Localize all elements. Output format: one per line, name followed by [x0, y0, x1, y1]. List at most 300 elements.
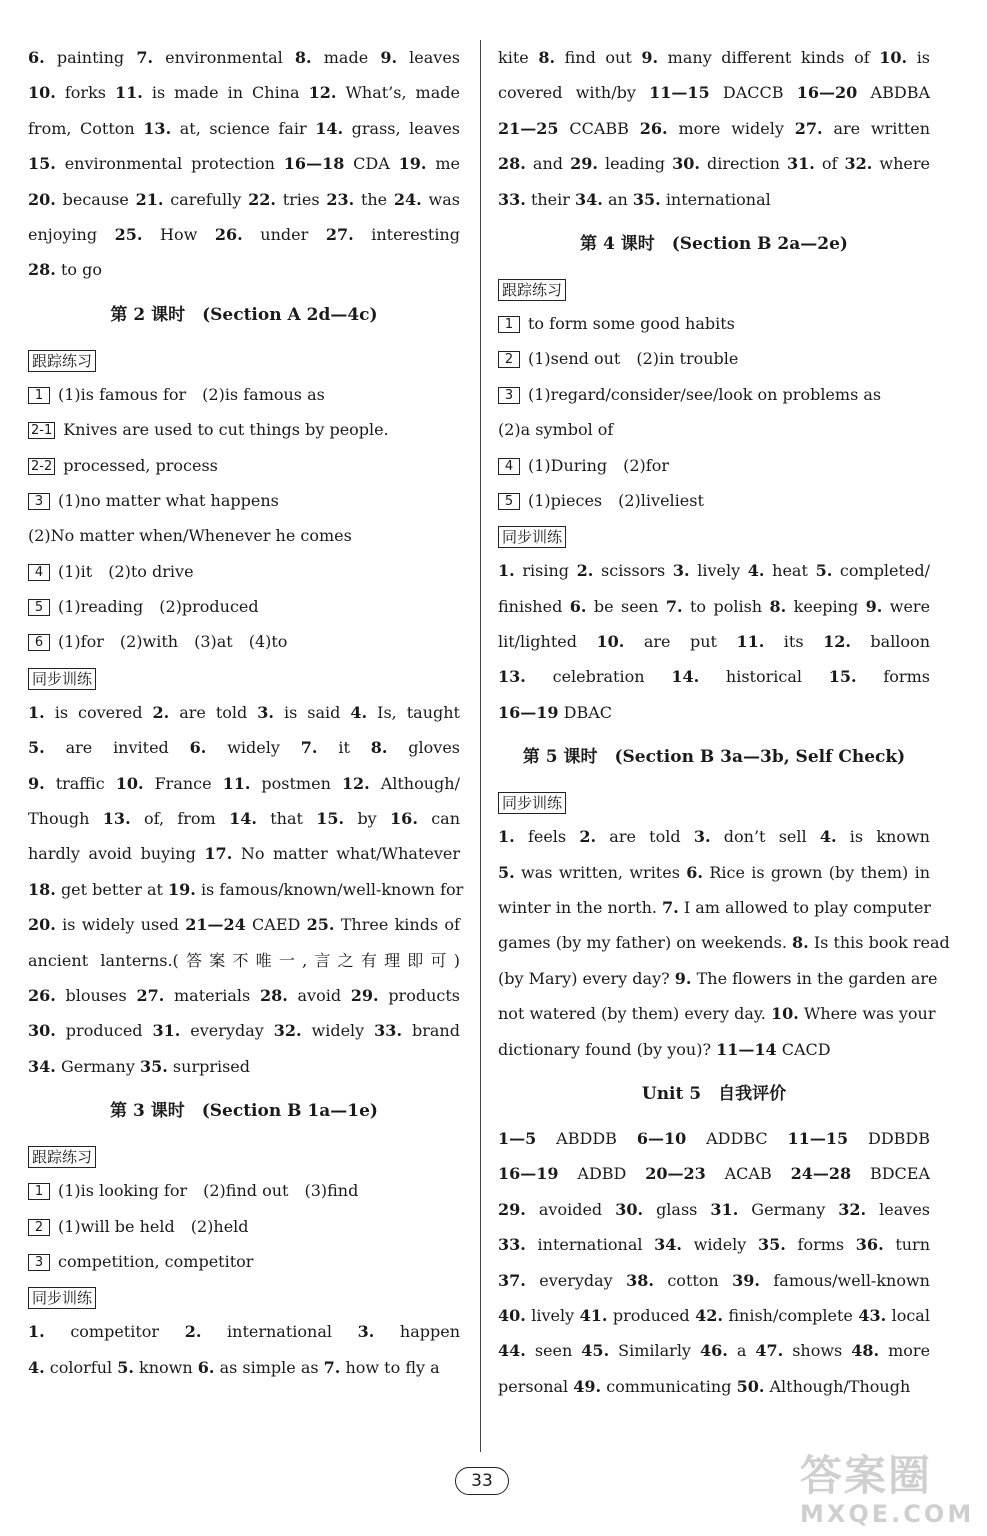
answer-text: Where was your — [803, 1004, 936, 1024]
answer-text: ancient lanterns.(答案不唯一,言之有理即可) — [28, 950, 460, 970]
item-text: (1)regard/consider/see/look on problems as — [528, 384, 882, 404]
question-number: 31. — [152, 1021, 181, 1041]
question-number: 35. — [139, 1056, 168, 1076]
tracking-item — [498, 483, 930, 518]
answer-text: balloon — [870, 632, 930, 652]
answer-text: direction — [706, 154, 780, 174]
question-number: 16. — [390, 809, 418, 829]
lesson-5-heading: 第 5 课时 (Section B 3a—3b, Self Check) — [522, 747, 906, 768]
question-number: 45. — [581, 1341, 610, 1361]
question-number: 6. — [28, 48, 45, 67]
answer-text: widely — [227, 738, 280, 758]
item-number-box: 1 — [498, 316, 520, 333]
question-number: 22. — [248, 189, 276, 209]
question-number: 32. — [273, 1021, 302, 1041]
question-number: 16—19 — [498, 1164, 559, 1184]
answer-text: widely — [311, 1021, 365, 1041]
answer-text: to go — [60, 260, 102, 280]
answer-text: it — [338, 738, 350, 758]
answer-line — [498, 75, 930, 110]
answer-text: everyday — [190, 1021, 264, 1041]
answer-text: forms — [883, 667, 930, 687]
lesson-4-tracking-list — [498, 306, 930, 518]
question-number: 7. — [662, 898, 679, 918]
answer-line — [28, 252, 460, 287]
answer-text: carefully — [170, 189, 242, 209]
answer-text: to polish — [690, 596, 763, 616]
lesson-2-tracking-list — [28, 377, 460, 660]
question-number: 33. — [374, 1021, 403, 1041]
question-number: 16—20 — [796, 83, 858, 103]
question-number: 11—15 — [649, 83, 710, 103]
answer-text: produced — [612, 1305, 690, 1325]
question-number: 21. — [135, 189, 164, 209]
question-number: 31. — [786, 154, 815, 174]
answer-text: widely — [693, 1235, 747, 1255]
answer-text: DACCB — [722, 83, 784, 103]
answer-text: many different kinds of — [667, 48, 870, 67]
question-number: 26. — [28, 985, 56, 1005]
answer-text: international — [537, 1235, 643, 1255]
answer-text: grass, leaves — [351, 118, 460, 138]
answer-line — [498, 1156, 930, 1191]
answer-text: famous/well-known — [773, 1270, 930, 1290]
question-number: 28. — [498, 154, 526, 174]
answer-text: brand — [411, 1021, 460, 1041]
answer-text: historical — [725, 667, 802, 687]
left-column — [28, 40, 464, 1385]
question-number: 6. — [197, 1357, 215, 1377]
answer-text: rising — [522, 561, 569, 581]
item-text: (1)send out (2)in trouble — [528, 349, 739, 369]
lesson-3-tracking-label: 跟踪练习 — [28, 1146, 96, 1168]
question-number: 31. — [710, 1199, 739, 1219]
answer-text: shows — [792, 1341, 843, 1361]
answer-text: is said — [283, 702, 341, 722]
question-number: 16—18 — [283, 154, 345, 174]
item-number-box: 5 — [498, 493, 520, 510]
answer-text: turn — [895, 1235, 930, 1255]
lesson-3-sync-label: 同步训练 — [28, 1287, 96, 1309]
answer-text: more widely — [678, 118, 784, 138]
answer-line — [28, 1013, 460, 1048]
answer-text: local — [891, 1305, 930, 1325]
question-number: 6. — [189, 738, 207, 758]
answer-text: environmental — [165, 48, 283, 67]
question-number: 38. — [626, 1270, 654, 1290]
answer-text: CAED — [252, 915, 301, 935]
answer-text: What’s, made — [345, 83, 460, 103]
item-number-box: 2 — [28, 1219, 50, 1236]
answer-line — [498, 819, 930, 854]
answer-line — [498, 1333, 930, 1368]
question-number: 9. — [28, 773, 45, 793]
lesson-5-sync-answers — [498, 819, 950, 1067]
answer-text: I am allowed to play computer — [683, 898, 931, 918]
question-number: 1—5 — [498, 1128, 537, 1148]
lesson-3-tracking-list — [28, 1173, 460, 1279]
question-number: 43. — [858, 1305, 887, 1325]
answer-text: covered with/by — [498, 83, 636, 103]
question-number: 11. — [222, 773, 251, 793]
question-number: 40. — [498, 1305, 526, 1325]
right-column — [498, 40, 950, 1404]
answer-line — [498, 1298, 930, 1333]
question-number: 34. — [575, 189, 603, 209]
question-number: 29. — [570, 154, 598, 174]
question-number: 11. — [114, 83, 143, 103]
answer-text: No matter what/Whatever — [240, 844, 460, 864]
question-number: 14. — [229, 809, 257, 829]
answer-line — [498, 695, 930, 730]
tracking-item — [28, 589, 460, 624]
answer-text: Three kinds of — [340, 915, 460, 935]
answer-line — [28, 146, 460, 181]
answer-text: gloves — [408, 738, 461, 758]
answer-text: Rice is grown (by them) in — [709, 862, 930, 882]
lesson-3-heading: 第 3 课时 (Section B 1a—1e) — [110, 1101, 378, 1122]
answer-line — [498, 1121, 930, 1156]
answer-text: keeping — [793, 596, 859, 616]
answer-line — [28, 111, 460, 146]
question-number: 15. — [316, 809, 345, 829]
question-number: 35. — [758, 1235, 786, 1255]
answer-line — [498, 111, 930, 146]
question-number: 30. — [28, 1021, 56, 1041]
question-number: 4. — [350, 702, 368, 722]
answer-text: were — [889, 596, 931, 616]
question-number: 10. — [879, 48, 908, 67]
item-text: (1)for (2)with (3)at (4)to — [58, 632, 288, 652]
left-intro-answers — [28, 40, 460, 288]
question-number: 2. — [579, 827, 597, 847]
answer-text: winter in the north. — [498, 898, 657, 918]
answer-line — [498, 624, 930, 659]
answer-text: can — [431, 809, 461, 829]
question-number: 2. — [184, 1322, 202, 1342]
item-text: processed, process — [63, 455, 218, 475]
question-number: 37. — [498, 1270, 526, 1290]
question-number: 20. — [28, 915, 56, 935]
answer-text: from, Cotton — [28, 118, 135, 138]
question-number: 10. — [770, 1004, 799, 1024]
answer-text: ADBD — [577, 1164, 627, 1184]
answer-text: ABDBA — [870, 83, 930, 103]
answer-text: DDBDB — [867, 1128, 930, 1148]
question-number: 7. — [300, 738, 318, 758]
question-number: 5. — [498, 862, 515, 882]
answer-text: heat — [772, 561, 808, 581]
question-number: 15. — [828, 667, 857, 687]
answer-text: scissors — [601, 561, 666, 581]
answer-text: how to fly a — [345, 1357, 440, 1377]
question-number: 33. — [498, 189, 526, 209]
question-number: 24. — [393, 189, 422, 209]
answer-text: games (by my father) on weekends. — [498, 933, 787, 953]
question-number: 26. — [214, 224, 243, 244]
question-number: 46. — [699, 1341, 728, 1361]
answer-text: Although/Though — [769, 1376, 911, 1396]
question-number: 7. — [323, 1357, 341, 1377]
answer-text: lively — [531, 1305, 575, 1325]
answer-line — [28, 836, 460, 871]
answer-text: find out — [564, 48, 632, 67]
tracking-item — [28, 377, 460, 412]
answer-line — [498, 1369, 930, 1404]
answer-text: a — [736, 1341, 747, 1361]
answer-text: DBAC — [563, 702, 613, 722]
answer-text: and — [532, 154, 563, 174]
question-number: 14. — [315, 118, 344, 138]
question-number: 30. — [615, 1199, 644, 1219]
tracking-item — [28, 554, 460, 589]
item-number-box: 3 — [28, 1254, 50, 1271]
tracking-item — [498, 341, 930, 376]
answer-text: the — [360, 189, 388, 209]
question-number: 18. — [28, 879, 56, 899]
answer-line — [498, 589, 930, 624]
tracking-item — [28, 1209, 460, 1244]
answer-text: because — [62, 189, 129, 209]
item-number-box: 4 — [498, 458, 520, 475]
lesson-2-sync-answers — [28, 695, 464, 1084]
answer-text: avoid — [297, 985, 342, 1005]
question-number: 28. — [259, 985, 288, 1005]
answer-text: are written — [833, 118, 931, 138]
question-number: 5. — [117, 1357, 134, 1377]
answer-text: don’t sell — [723, 827, 807, 847]
lesson-4-heading: 第 4 课时 (Section B 2a—2e) — [580, 233, 848, 254]
question-number: 25. — [306, 915, 335, 935]
answer-text: kite — [498, 48, 529, 67]
question-number: 50. — [736, 1376, 765, 1396]
lesson-2-tracking-label: 跟踪练习 — [28, 350, 96, 372]
tracking-item — [498, 412, 930, 447]
answer-text: international — [665, 189, 771, 209]
answer-text: be seen — [593, 596, 659, 616]
item-text: (1)pieces (2)liveliest — [528, 490, 704, 510]
question-number: 14. — [671, 667, 700, 687]
question-number: 10. — [115, 773, 144, 793]
answer-text: of — [821, 154, 838, 174]
lesson-2-heading: 第 2 课时 (Section A 2d—4c) — [110, 304, 378, 325]
question-number: 4. — [819, 827, 837, 847]
answer-line — [498, 925, 950, 960]
lesson-4-sync-answers — [498, 553, 930, 730]
answer-text: leaves — [409, 48, 461, 67]
tracking-item — [28, 1244, 460, 1279]
question-number: 1. — [498, 827, 515, 847]
answer-line — [28, 730, 460, 765]
answer-text: postmen — [261, 773, 331, 793]
item-text: (1)is looking for (2)find out (3)find — [58, 1181, 359, 1201]
answer-line — [28, 907, 460, 942]
tracking-item — [498, 306, 930, 341]
answer-text: CCABB — [569, 118, 629, 138]
answer-text: cotton — [667, 1270, 719, 1290]
lesson-3-sync-answers — [28, 1314, 460, 1385]
answer-line — [28, 695, 460, 730]
answer-line — [28, 1049, 460, 1084]
answer-text: Although/ — [380, 773, 460, 793]
answer-line — [28, 1314, 460, 1349]
answer-text: hardly avoid buying — [28, 844, 196, 864]
item-number-box: 1 — [28, 387, 50, 404]
question-number: 34. — [654, 1235, 682, 1255]
answer-line — [498, 40, 930, 75]
question-number: 25. — [114, 224, 143, 244]
answer-text: made — [323, 48, 369, 67]
answer-text: produced — [65, 1021, 143, 1041]
question-number: 13. — [143, 118, 172, 138]
question-number: 19. — [168, 879, 196, 899]
question-number: 16—19 — [498, 702, 559, 722]
answer-text: celebration — [552, 667, 645, 687]
answer-text: colorful — [49, 1357, 113, 1377]
question-number: 15. — [28, 154, 56, 174]
question-number: 7. — [665, 596, 683, 616]
question-number: 11—14 — [716, 1039, 777, 1059]
answer-line — [28, 943, 460, 978]
answer-text: lively — [697, 561, 741, 581]
answer-text: finished — [498, 596, 563, 616]
answer-line — [498, 182, 930, 217]
question-number: 49. — [573, 1376, 602, 1396]
answer-text: tries — [282, 189, 320, 209]
watermark-bottom-text: MXQE.COM — [800, 1500, 975, 1528]
answer-text: are told — [609, 827, 681, 847]
question-number: 32. — [844, 154, 873, 174]
answer-line — [498, 659, 930, 694]
answer-text: How — [160, 224, 198, 244]
answer-text: dictionary found (by you)? — [498, 1039, 712, 1059]
answer-line — [498, 1192, 930, 1227]
question-number: 4. — [747, 561, 765, 581]
answer-line — [498, 961, 938, 996]
answer-text: interesting — [371, 224, 460, 244]
answer-text: is widely used — [62, 915, 179, 935]
question-number: 21—24 — [185, 915, 246, 935]
question-number: 5. — [28, 738, 45, 758]
answer-text: lit/lighted — [498, 632, 577, 652]
tracking-item — [28, 624, 460, 659]
unit-5-heading: Unit 5 自我评价 — [641, 1083, 787, 1104]
question-number: 27. — [325, 224, 354, 244]
tracking-item — [28, 1173, 460, 1208]
item-number-box: 2 — [498, 351, 520, 368]
answer-text: that — [270, 809, 303, 829]
answer-line — [28, 978, 460, 1013]
question-number: 27. — [136, 985, 165, 1005]
question-number: 39. — [732, 1270, 760, 1290]
answer-text: Is this book read — [813, 933, 950, 953]
question-number: 1. — [498, 561, 515, 581]
answer-line — [498, 1032, 930, 1067]
lesson-2-sync-label: 同步训练 — [28, 668, 96, 690]
question-number: 26. — [639, 118, 668, 138]
question-number: 19. — [398, 154, 427, 174]
question-number: 24—28 — [790, 1164, 852, 1184]
answer-text: finish/complete — [728, 1305, 853, 1325]
question-number: 8. — [370, 738, 388, 758]
question-number: 34. — [28, 1056, 56, 1076]
item-number-box: 3 — [28, 493, 50, 510]
question-number: 6. — [686, 862, 703, 882]
answer-text: happen — [399, 1322, 461, 1342]
question-number: 3. — [257, 702, 274, 722]
answer-text: their — [530, 189, 570, 209]
item-text: (2)a symbol of — [498, 420, 614, 440]
item-number-box: 5 — [28, 599, 50, 616]
answer-text: more — [888, 1341, 931, 1361]
question-number: 1. — [28, 702, 45, 722]
answer-text: CACD — [781, 1039, 831, 1059]
question-number: 2. — [576, 561, 594, 581]
question-number: 7. — [136, 48, 154, 67]
item-number-box: 1 — [28, 1183, 50, 1200]
item-text: (1)it (2)to drive — [58, 561, 194, 581]
question-number: 2. — [152, 702, 170, 722]
question-number: 8. — [769, 596, 787, 616]
answer-line — [28, 801, 460, 836]
question-number: 1. — [28, 1322, 45, 1342]
tracking-item — [498, 448, 930, 483]
answer-text: of, from — [143, 809, 216, 829]
question-number: 35. — [632, 189, 661, 209]
question-number: 3. — [672, 561, 690, 581]
question-number: 9. — [380, 48, 398, 67]
answer-line — [28, 766, 460, 801]
question-number: 21—25 — [498, 118, 559, 138]
answer-line — [28, 217, 460, 252]
answer-text: personal — [498, 1376, 569, 1396]
answer-text: products — [388, 985, 460, 1005]
answer-line — [28, 872, 464, 907]
question-number: 3. — [357, 1322, 375, 1342]
question-number: 6—10 — [636, 1128, 687, 1148]
answer-text: Germany — [751, 1199, 826, 1219]
answer-line — [498, 146, 930, 181]
answer-text: Similarly — [618, 1341, 691, 1361]
item-text: (1)is famous for (2)is famous as — [58, 384, 325, 404]
tracking-item — [28, 483, 460, 518]
item-number-box: 2-2 — [28, 458, 55, 475]
answer-text: seen — [534, 1341, 573, 1361]
question-number: 44. — [498, 1341, 526, 1361]
question-number: 23. — [326, 189, 355, 209]
tracking-item — [28, 412, 460, 447]
answer-text: get better at — [60, 879, 163, 899]
question-number: 20—23 — [645, 1164, 706, 1184]
answer-text: ADDBC — [706, 1128, 768, 1148]
answer-text: ABDDB — [556, 1128, 617, 1148]
answer-text: France — [154, 773, 212, 793]
question-number: 10. — [596, 632, 625, 652]
watermark-top-text: 答案圈 — [800, 1451, 933, 1500]
question-number: 11. — [736, 632, 765, 652]
question-number: 36. — [855, 1235, 884, 1255]
page-number: 33 — [455, 1467, 509, 1495]
tracking-item — [28, 448, 460, 483]
answer-text: leaves — [879, 1199, 930, 1219]
question-number: 13. — [498, 667, 526, 687]
question-number: 17. — [204, 844, 233, 864]
answer-text: not watered (by them) every day. — [498, 1004, 766, 1024]
question-number: 13. — [102, 809, 131, 829]
answer-line — [28, 1350, 460, 1385]
column-divider — [480, 40, 481, 1452]
question-number: 8. — [792, 933, 809, 953]
